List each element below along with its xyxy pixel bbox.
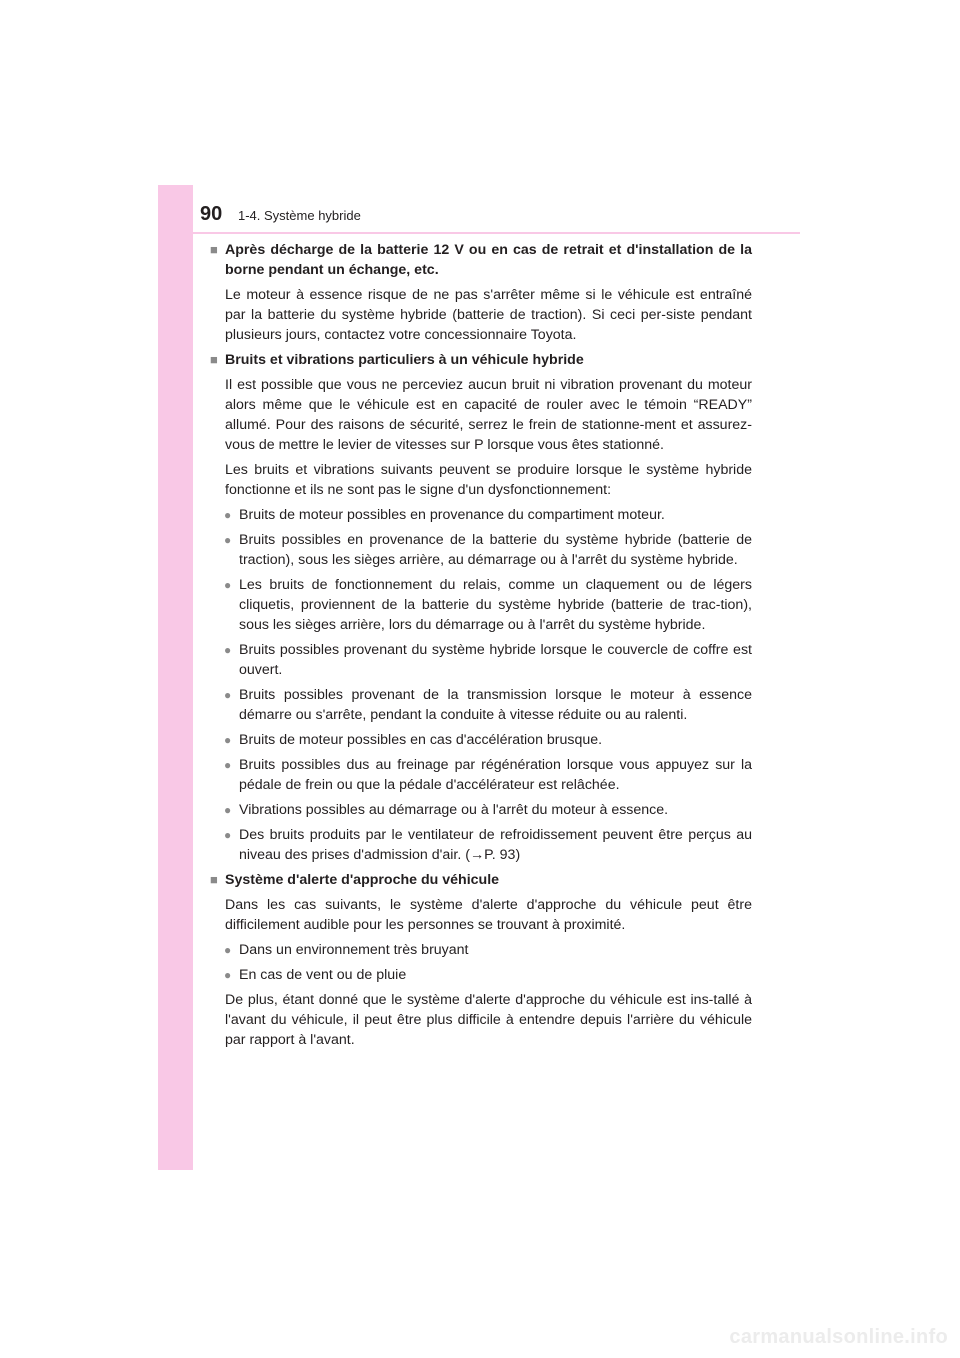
list-item-text: Vibrations possibles au démarrage ou à l'arrêt du moteur à essence.	[239, 802, 669, 818]
section-heading	[210, 240, 752, 280]
square-bullet-icon: ■	[210, 352, 218, 367]
circle-bullet-icon: ●	[224, 643, 232, 657]
list-item	[210, 940, 752, 960]
circle-bullet-icon: ●	[224, 533, 232, 547]
list-item	[210, 640, 752, 680]
list-item-text: Des bruits produits par le ventilateur de refroidissement peuvent être perçus au niveau des prises d'admission d'air. (→P. 93)	[239, 827, 752, 863]
section-title: 1-4. Système hybride	[238, 208, 361, 223]
pink-sidebar-tab	[158, 185, 193, 1170]
list-item	[210, 800, 752, 820]
heading-text: Bruits et vibrations particuliers à un véhicule hybride	[225, 352, 584, 368]
circle-bullet-icon: ●	[224, 828, 232, 842]
list-item	[210, 575, 752, 635]
list-item-text: Bruits de moteur possibles en provenance du compartiment moteur.	[239, 507, 665, 523]
list-item	[210, 730, 752, 750]
list-item-text: Bruits possibles provenant du système hybride lorsque le couvercle de coffre est ouvert.	[239, 642, 752, 678]
list-item	[210, 825, 752, 865]
list-item-text: En cas de vent ou de pluie	[239, 967, 407, 983]
circle-bullet-icon: ●	[224, 968, 232, 982]
list-item	[210, 505, 752, 525]
heading-text: Système d'alerte d'approche du véhicule	[225, 872, 500, 888]
circle-bullet-icon: ●	[224, 508, 232, 522]
list-item-text: Bruits de moteur possibles en cas d'accélération brusque.	[239, 732, 603, 748]
watermark: carmanualsonline.info	[729, 1326, 948, 1348]
list-item	[210, 530, 752, 570]
circle-bullet-icon: ●	[224, 758, 232, 772]
list-item-text: Les bruits de fonctionnement du relais, comme un claquement ou de légers cliquetis, proviennent de la batterie du système hybride (batterie de trac-tion), sous les sièges arrière, lors du démarrage ou à l'arrêt du système hybride.	[239, 577, 752, 633]
paragraph: Il est possible que vous ne perceviez aucun bruit ni vibration provenant du moteur alors même que le véhicule est en capacité de rouler avec le témoin “READY” allumé. Pour des raisons de sécurité, serrez le frein de stationne-ment et assurez-vous de mettre le levier de vitesses sur P lorsque vous êtes stationné.	[225, 377, 752, 453]
square-bullet-icon: ■	[210, 872, 218, 887]
heading-text: Après décharge de la batterie 12 V ou en cas de retrait et d'installation de la borne pendant un échange, etc.	[225, 242, 752, 278]
header-rule	[193, 232, 800, 234]
paragraph: Le moteur à essence risque de ne pas s'arrêter même si le véhicule est entraîné par la batterie du système hybride (batterie de traction). Si ceci per-siste pendant plusieurs jours, contactez votre concessionnaire Toyota.	[225, 287, 752, 343]
circle-bullet-icon: ●	[224, 803, 232, 817]
paragraph: Les bruits et vibrations suivants peuvent se produire lorsque le système hybride fonctionne et ils ne sont pas le signe d'un dysfonctionnement:	[225, 462, 752, 498]
square-bullet-icon: ■	[210, 242, 218, 257]
circle-bullet-icon: ●	[224, 943, 232, 957]
paragraph: De plus, étant donné que le système d'alerte d'approche du véhicule est ins-tallé à l'avant du véhicule, il peut être plus difficile à entendre depuis l'arrière du véhicule par rapport à l'avant.	[225, 992, 752, 1048]
circle-bullet-icon: ●	[224, 688, 232, 702]
list-item	[210, 755, 752, 795]
paragraph: Dans les cas suivants, le système d'alerte d'approche du véhicule peut être difficilement audible pour les personnes se trouvant à proximité.	[225, 897, 752, 933]
circle-bullet-icon: ●	[224, 733, 232, 747]
list-item	[210, 685, 752, 725]
list-item-text: Bruits possibles en provenance de la batterie du système hybride (batterie de traction), sous les sièges arrière, au démarrage ou à l'arrêt du système hybride.	[239, 532, 752, 568]
list-item	[210, 965, 752, 985]
list-item-text: Dans un environnement très bruyant	[239, 942, 469, 958]
list-item-text: Bruits possibles provenant de la transmission lorsque le moteur à essence démarre ou s'arrête, pendant la conduite à vitesse réduite ou au ralenti.	[239, 687, 752, 723]
section-heading	[210, 350, 752, 370]
section-heading	[210, 870, 752, 890]
page-content	[210, 240, 752, 1055]
list-item-text: Bruits possibles dus au freinage par régénération lorsque vous appuyez sur la pédale de frein ou que la pédale d'accélérateur est relâchée.	[239, 757, 752, 793]
page-number: 90	[200, 203, 223, 225]
circle-bullet-icon: ●	[224, 578, 232, 592]
